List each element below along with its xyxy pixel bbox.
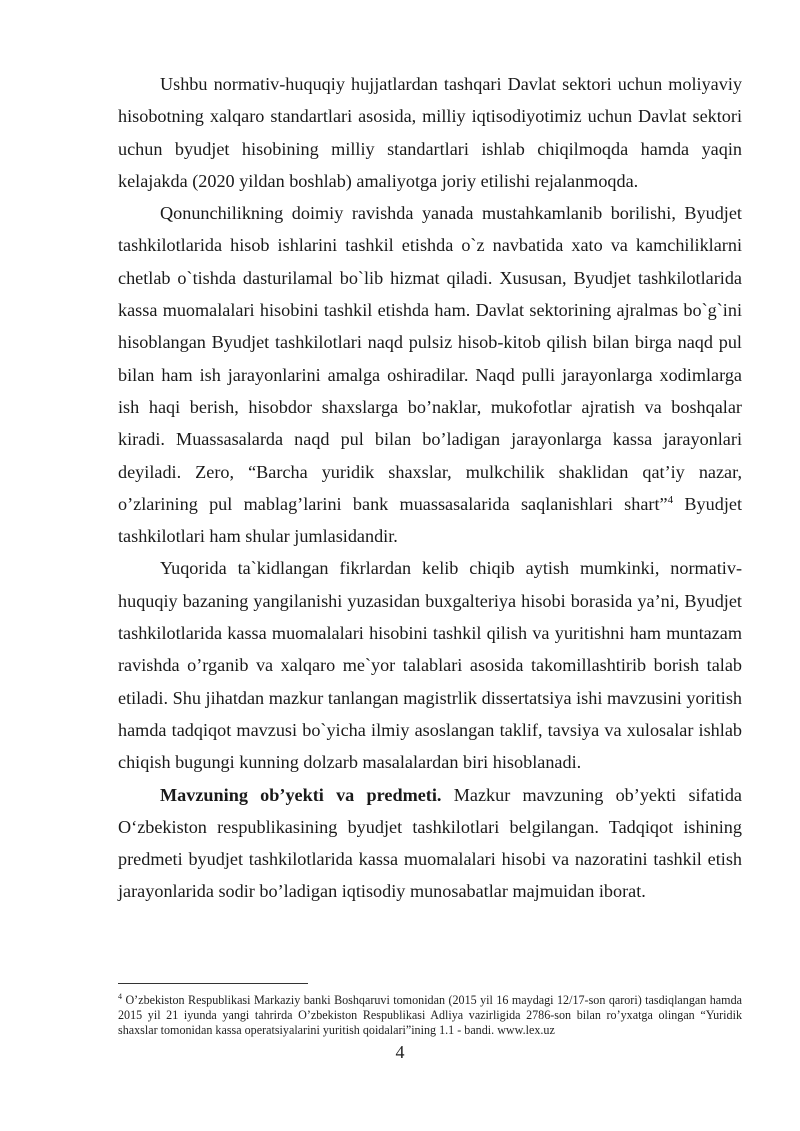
footnote-marker: 4 — [118, 991, 122, 1001]
footnote-separator — [118, 983, 308, 984]
page-body — [118, 68, 742, 908]
paragraph-relevance: Yuqorida ta`kidlangan fikrlardan kelib chiqib aytish mumkinki, normativ-huquqiy bazaning yangilanishi yuzasidan buxgalteriya hisobi borasida ya’ni, Byudjet tashkilotlarida kassa muomalalari hisobini tashkil qilish va yuritishni ham muntazam ravishda o’rganib va xalqaro me`yor talablari asosida takomillashtirib borish talab etiladi. Shu jihatdan mazkur tanlangan magistrlik dissertatsiya ishi mavzusini yoritish hamda tadqiqot mavzusi bo`yicha ilmiy asoslangan taklif, tavsiya va xulosalar ishlab chiqish bugungi kunning dolzarb masalalardan biri hisoblanadi. — [118, 558, 742, 773]
section-heading-object-subject: Mavzuning ob’yekti va predmeti. — [160, 784, 442, 805]
page-number: 4 — [395, 1042, 405, 1062]
paragraph-legislation — [118, 197, 742, 552]
paragraph-legislation-tail: Byudjet tashkilotlari ham shular jumlasidandir. — [118, 493, 742, 547]
paragraph-intro: Ushbu normativ-huquqiy hujjatlardan tashqari Davlat sektori uchun moliyaviy hisobotning xalqaro standartlari asosida, milliy iqtisodiyotimiz uchun Davlat sektori uchun byudjet hisobining milliy standartlari ishlab chiqilmoqda hamda yaqin kelajakda (2020 yildan boshlab) amaliyotga joriy etilishi rejalanmoqda. — [118, 74, 742, 191]
footnote-reference: 4 — [667, 493, 674, 506]
paragraph-object-subject-text: Mazkur mavzuning ob’yekti sifatida O‘zbekiston respublikasining byudjet tashkilotlari belgilangan. Tadqiqot ishining predmeti byudjet tashkilotlarida kassa muomalalari hisobi va nazoratini tashkil etish jarayonlarida sodir bo’ladigan iqtisodiy munosabatlar majmuidan iborat. — [118, 784, 742, 902]
paragraph-object-subject — [118, 779, 742, 908]
paragraph-legislation-text: Qonunchilikning doimiy ravishda yanada mustahkamlanib borilishi, Byudjet tashkilotlarida hisob ishlarini tashkil etishda o`z navbatida xato va kamchiliklarni chetlab o`tishda dasturilamal bo`lib hizmat qiladi. Xususan, Byudjet tashkilotlarida kassa muomalalari hisobini tashkil etishda ham. Davlat sektorining ajralmas bo`g`ini hisoblangan Byudjet tashkilotlari naqd pulsiz hisob-kitob qilish bilan birga naqd pul bilan ham ish jarayonlarini amalga oshiradilar. Naqd pulli jarayonlarga xodimlarga ish haqi berish, hisobdor shaxslarga bo’naklar, mukofotlar ajratish va boshqalar kiradi. Muassasalarda naqd pul bilan bo’ladigan jarayonlarga kassa jarayonlari deyiladi. Zero, “Barcha yuridik shaxslar, mulkchilik shaklidan qat’iy nazar, o’zlarining pul mablag’larini bank muassasalarida saqlanishlari shart” — [118, 203, 742, 514]
footnote — [118, 993, 742, 1039]
footnote-text: O’zbekiston Respublikasi Markaziy banki Boshqaruvi tomonidan (2015 yil 16 maydagi 12/17-son qarori) tasdiqlangan hamda 2015 yil 21 iyunda yangi tahrirda O’zbekiston Respublikasi Adliya vazirligida 2786-son bilan ro’yxatga olingan “Yuridik shaxslar tomonidan kassa operatsiyalarini yuritish qoidalari”ining 1.1 - bandi. www.lex.uz — [118, 993, 742, 1038]
